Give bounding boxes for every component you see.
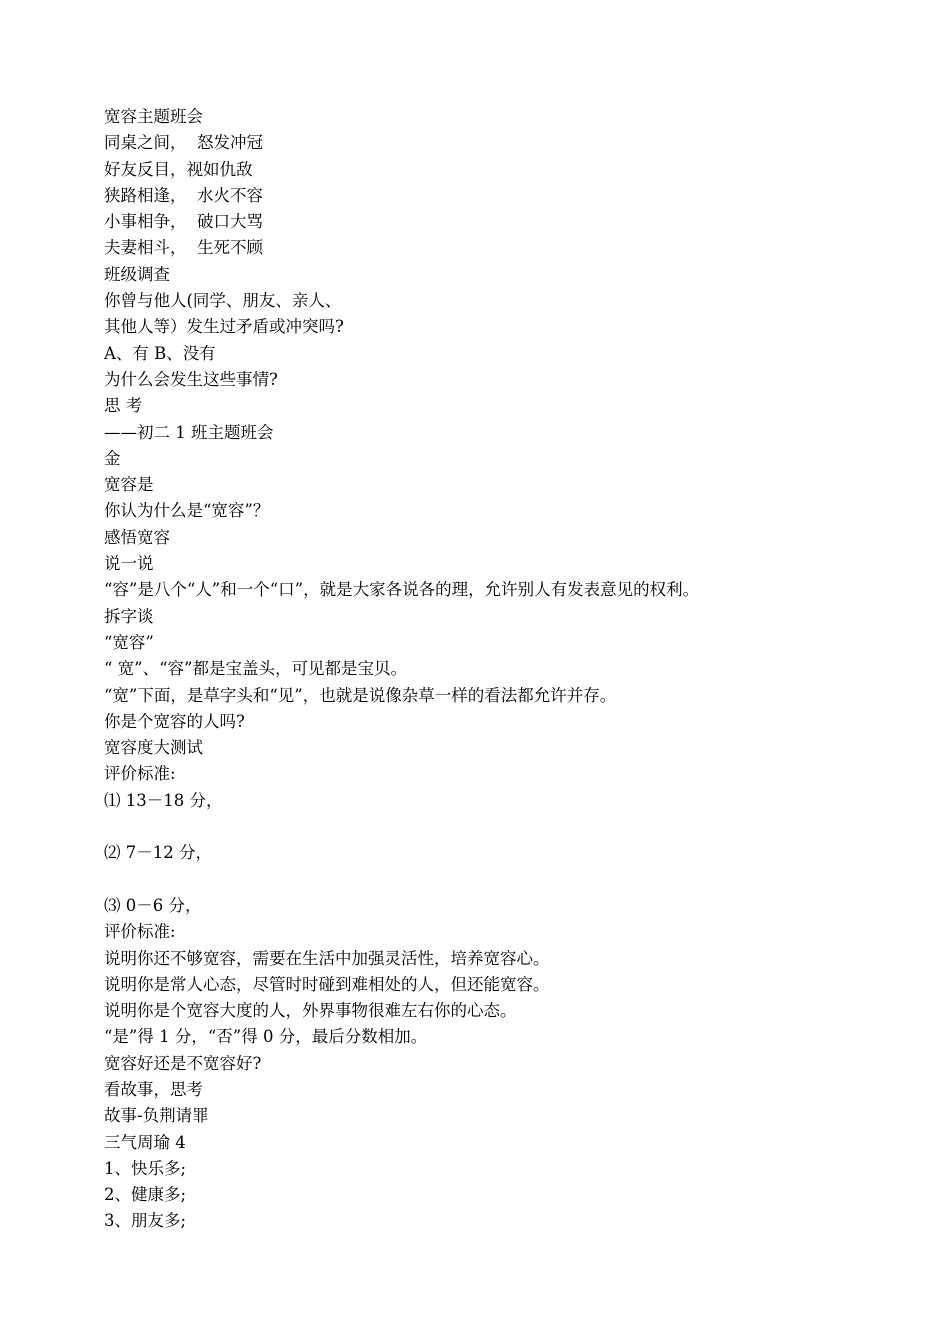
text-line: 你认为什么是“宽容”？ xyxy=(104,501,270,521)
text-line: 夫妻相斗， 生死不顾 xyxy=(104,238,263,258)
text-line: 说明你是个宽容大度的人，外界事物很难左右你的心态。 xyxy=(104,1001,517,1021)
list-item: 1、快乐多; xyxy=(104,1158,187,1178)
text-line: 宽容好还是不宽容好? xyxy=(104,1053,262,1073)
text-line: ⑵ 7－12 分， xyxy=(104,843,212,863)
text-line: “容”是八个“人”和一个“口”，就是大家各说各的理，允许别人有发表意见的权利。 xyxy=(104,580,700,600)
text-line: 宽容度大测试 xyxy=(104,738,203,758)
text-line: 说明你是常人心态，尽管时时碰到难相处的人，但还能宽容。 xyxy=(104,974,550,994)
text-line: “宽”下面，是草字头和“见”，也就是说像杂草一样的看法都允许并存。 xyxy=(104,685,617,705)
text-line: “ 宽”、“容”都是宝盖头，可见都是宝贝。 xyxy=(104,659,407,679)
text-line: ⑴ 13－18 分， xyxy=(104,790,223,810)
text-line: 狭路相逢， 水火不容 xyxy=(104,185,263,205)
text-line: 说明你还不够宽容，需要在生活中加强灵活性，培养宽容心。 xyxy=(104,948,550,968)
text-line: 你曾与他人(同学、朋友、亲人、 xyxy=(104,291,342,311)
list-item: 3、朋友多; xyxy=(104,1211,187,1231)
text-line: 三气周瑜 4 xyxy=(104,1132,186,1152)
text-line: 拆字谈 xyxy=(104,606,154,626)
text-line: 其他人等）发生过矛盾或冲突吗? xyxy=(104,317,344,337)
text-line: 班级调查 xyxy=(104,264,170,284)
text-line: ——初二 1 班主题班会 xyxy=(104,422,274,442)
text-line: “宽容” xyxy=(104,632,154,652)
text-line: 同桌之间， 怒发冲冠 xyxy=(104,133,263,153)
text-line: 评价标准: xyxy=(104,764,176,784)
text-line: 故事-负荆请罪 xyxy=(104,1106,209,1126)
list-item: 2、健康多; xyxy=(104,1185,187,1205)
text-line: 看故事，思考 xyxy=(104,1079,203,1099)
text-line: 思 考 xyxy=(104,396,143,416)
text-line: 评价标准: xyxy=(104,922,176,942)
text-line: 宽容是 xyxy=(104,475,154,495)
text-line: 感悟宽容 xyxy=(104,527,170,547)
blank-line xyxy=(104,867,904,893)
title-line: 宽容主题班会 xyxy=(104,107,203,126)
text-line: 为什么会发生这些事情? xyxy=(104,369,278,389)
blank-line xyxy=(104,814,904,840)
text-line: 好友反目，视如仇敌 xyxy=(104,159,253,179)
text-line: 说一说 xyxy=(104,554,154,574)
document-body xyxy=(104,104,904,1235)
text-line: ⑶ 0－6 分， xyxy=(104,895,202,915)
text-line: “是”得 1 分，“否”得 0 分，最后分数相加。 xyxy=(104,1027,428,1047)
text-line: 金 xyxy=(104,448,121,468)
text-line: A、有 B、没有 xyxy=(104,343,216,363)
text-line: 你是个宽容的人吗? xyxy=(104,711,245,731)
text-line: 小事相争， 破口大骂 xyxy=(104,212,263,232)
